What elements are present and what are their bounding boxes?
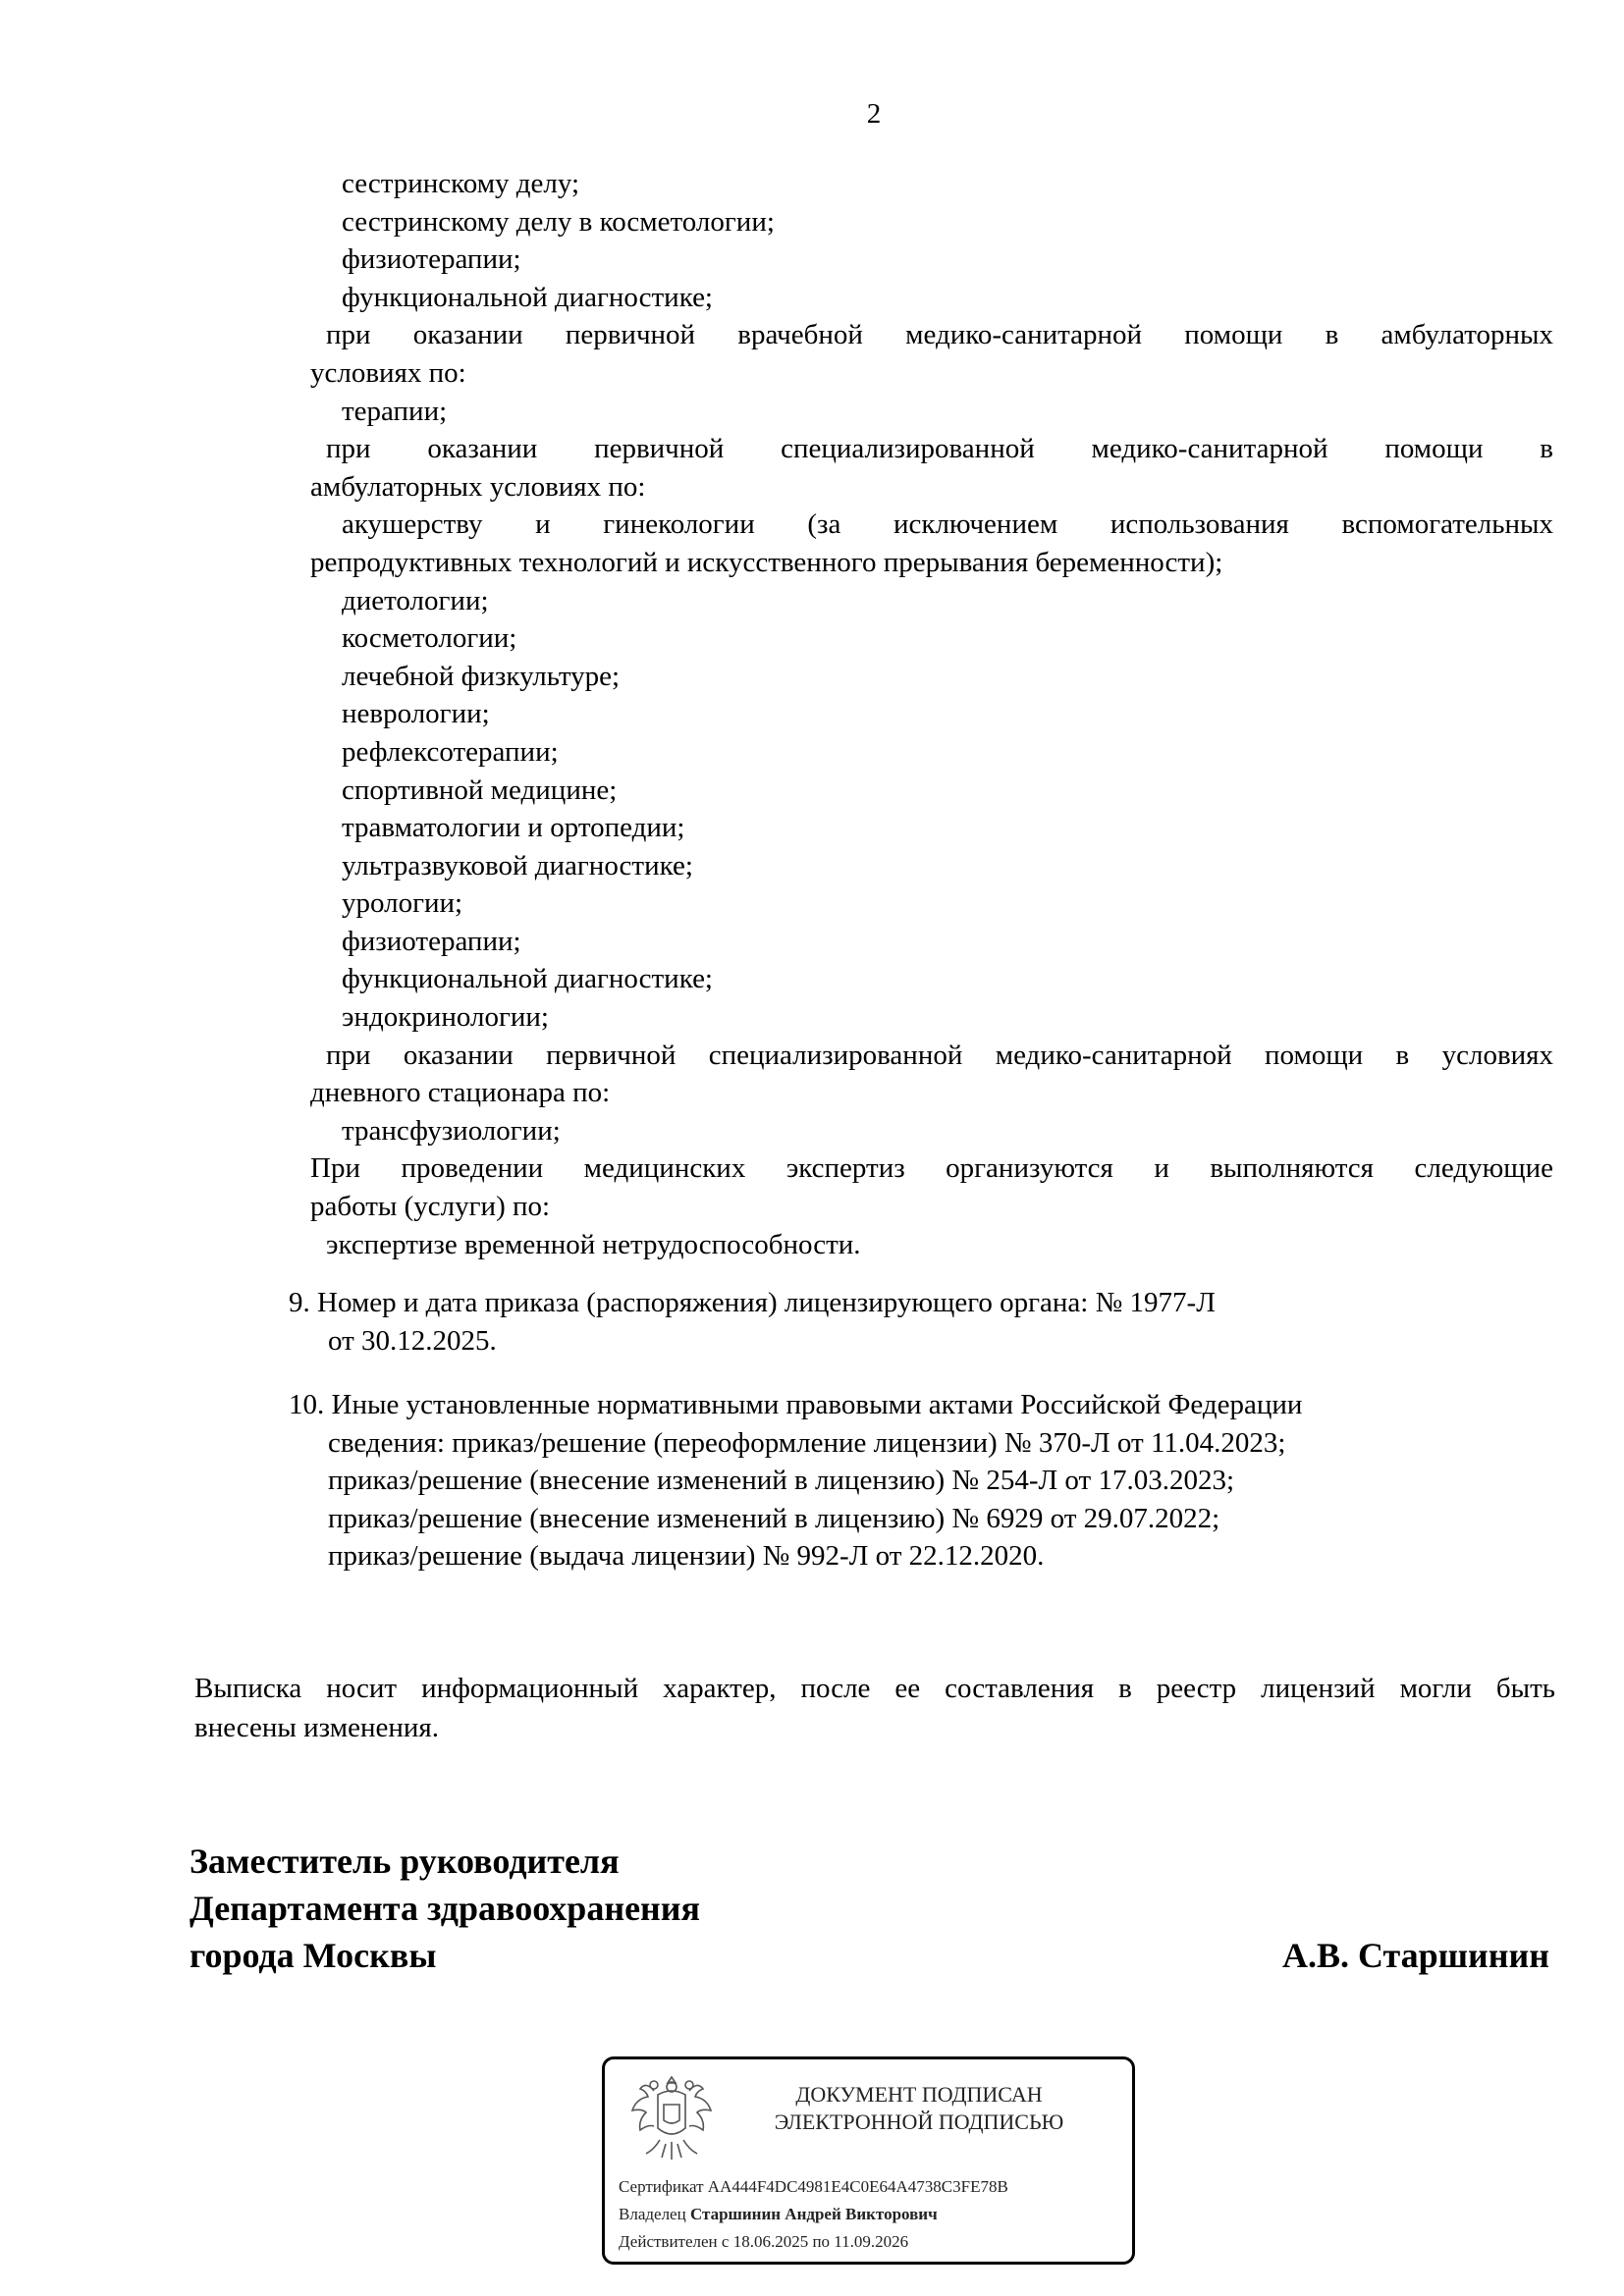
activity-line: неврологии; xyxy=(342,698,490,730)
activity-line: дневного стационара по: xyxy=(310,1077,611,1109)
activity-line: При проведении медицинских экспертиз организуются и выполняются следующие xyxy=(310,1152,1553,1185)
activity-line: косметологии; xyxy=(342,622,517,655)
stamp-title xyxy=(732,2081,1106,2136)
activity-line: эндокринологии; xyxy=(342,1001,549,1034)
activity-line: травматологии и ортопедии; xyxy=(342,812,685,844)
signer-position-line: Заместитель руководителя xyxy=(189,1842,620,1881)
signer-position-line: Департамента здравоохранения xyxy=(189,1889,701,1928)
activity-line: урологии; xyxy=(342,887,463,920)
activity-line: работы (услуги) по: xyxy=(310,1191,551,1223)
section-10-line: приказ/решение (внесение изменений в лицензию) № 6929 от 29.07.2022; xyxy=(328,1502,1220,1534)
section-10 xyxy=(289,1386,1526,1575)
section-9 xyxy=(289,1284,1526,1360)
coat-of-arms-icon xyxy=(624,2069,719,2167)
section-10-line: приказ/решение (внесение изменений в лицензию) № 254-Л от 17.03.2023; xyxy=(328,1465,1235,1497)
certificate-value: AA444F4DC4981E4C0E64A4738C3FE78B xyxy=(707,2177,1008,2196)
activity-line: рефлексотерапии; xyxy=(342,735,559,768)
activity-line: при оказании первичной специализированной медико-санитарной помощи в xyxy=(326,433,1553,465)
section-10-line: 10. Иные установленные нормативными правовыми актами Российской Федерации xyxy=(289,1389,1303,1420)
stamp-title-line: ЭЛЕКТРОННОЙ ПОДПИСЬЮ xyxy=(774,2109,1064,2134)
note-line: Выписка носит информационный характер, после ее составления в реестр лицензий могли быть xyxy=(194,1673,1555,1704)
section-9-line: от 30.12.2025. xyxy=(328,1324,497,1357)
activity-line: трансфузиологии; xyxy=(342,1114,561,1147)
activity-line: лечебной физкультуре; xyxy=(342,660,621,692)
activity-line: при оказании первичной врачебной медико-санитарной помощи в амбулаторных xyxy=(326,319,1553,351)
activity-line: диетологии; xyxy=(342,584,489,616)
electronic-signature-stamp xyxy=(602,2056,1135,2265)
activity-line: ультразвуковой диагностике; xyxy=(342,849,693,881)
section-9-line: 9. Номер и дата приказа (распоряжения) лицензирующего органа: № 1977-Л xyxy=(289,1287,1216,1318)
activities-list xyxy=(310,165,1553,1263)
activity-line: акушерству и гинекологии (за исключением использования вспомогательных xyxy=(342,508,1553,541)
activity-line: физиотерапии; xyxy=(342,925,521,957)
activity-line: амбулаторных условиях по: xyxy=(310,470,646,503)
owner-value: Старшинин Андрей Викторович xyxy=(689,2205,938,2223)
certificate-label: Сертификат xyxy=(619,2177,704,2196)
activity-line: экспертизе временной нетрудоспособности. xyxy=(326,1228,861,1260)
activity-line: функциональной диагностике; xyxy=(342,281,713,313)
informational-note xyxy=(194,1669,1555,1747)
activity-line: при оказании первичной специализированной медико-санитарной помощи в условиях xyxy=(326,1039,1553,1071)
stamp-title-line: ДОКУМЕНТ ПОДПИСАН xyxy=(795,2082,1043,2107)
validity-line: Действителен с 18.06.2025 по 11.09.2026 xyxy=(619,2232,909,2251)
stamp-details xyxy=(619,2173,1008,2256)
page-number: 2 xyxy=(866,98,882,130)
signer-name: А.В. Старшинин xyxy=(1281,1936,1549,1975)
activity-line: условиях по: xyxy=(310,356,466,389)
note-line: внесены изменения. xyxy=(194,1712,439,1743)
section-10-line: сведения: приказ/решение (переоформление лицензии) № 370-Л от 11.04.2023; xyxy=(328,1426,1286,1459)
signer-position xyxy=(189,1838,700,1979)
activity-line: физиотерапии; xyxy=(342,243,521,276)
certificate-line xyxy=(619,2173,1008,2201)
activity-line: функциональной диагностике; xyxy=(342,963,713,995)
owner-label: Владелец xyxy=(619,2205,686,2223)
activity-line: репродуктивных технологий и искусственного прерывания беременности); xyxy=(310,546,1223,578)
activity-line: сестринскому делу в косметологии; xyxy=(342,205,775,238)
activity-line: спортивной медицине; xyxy=(342,774,618,806)
signer-position-line: города Москвы xyxy=(189,1936,437,1975)
activity-line: сестринскому делу; xyxy=(342,168,580,199)
activity-line: терапии; xyxy=(342,395,448,427)
section-10-line: приказ/решение (выдача лицензии) № 992-Л от 22.12.2020. xyxy=(328,1540,1045,1573)
owner-line xyxy=(619,2201,1008,2228)
